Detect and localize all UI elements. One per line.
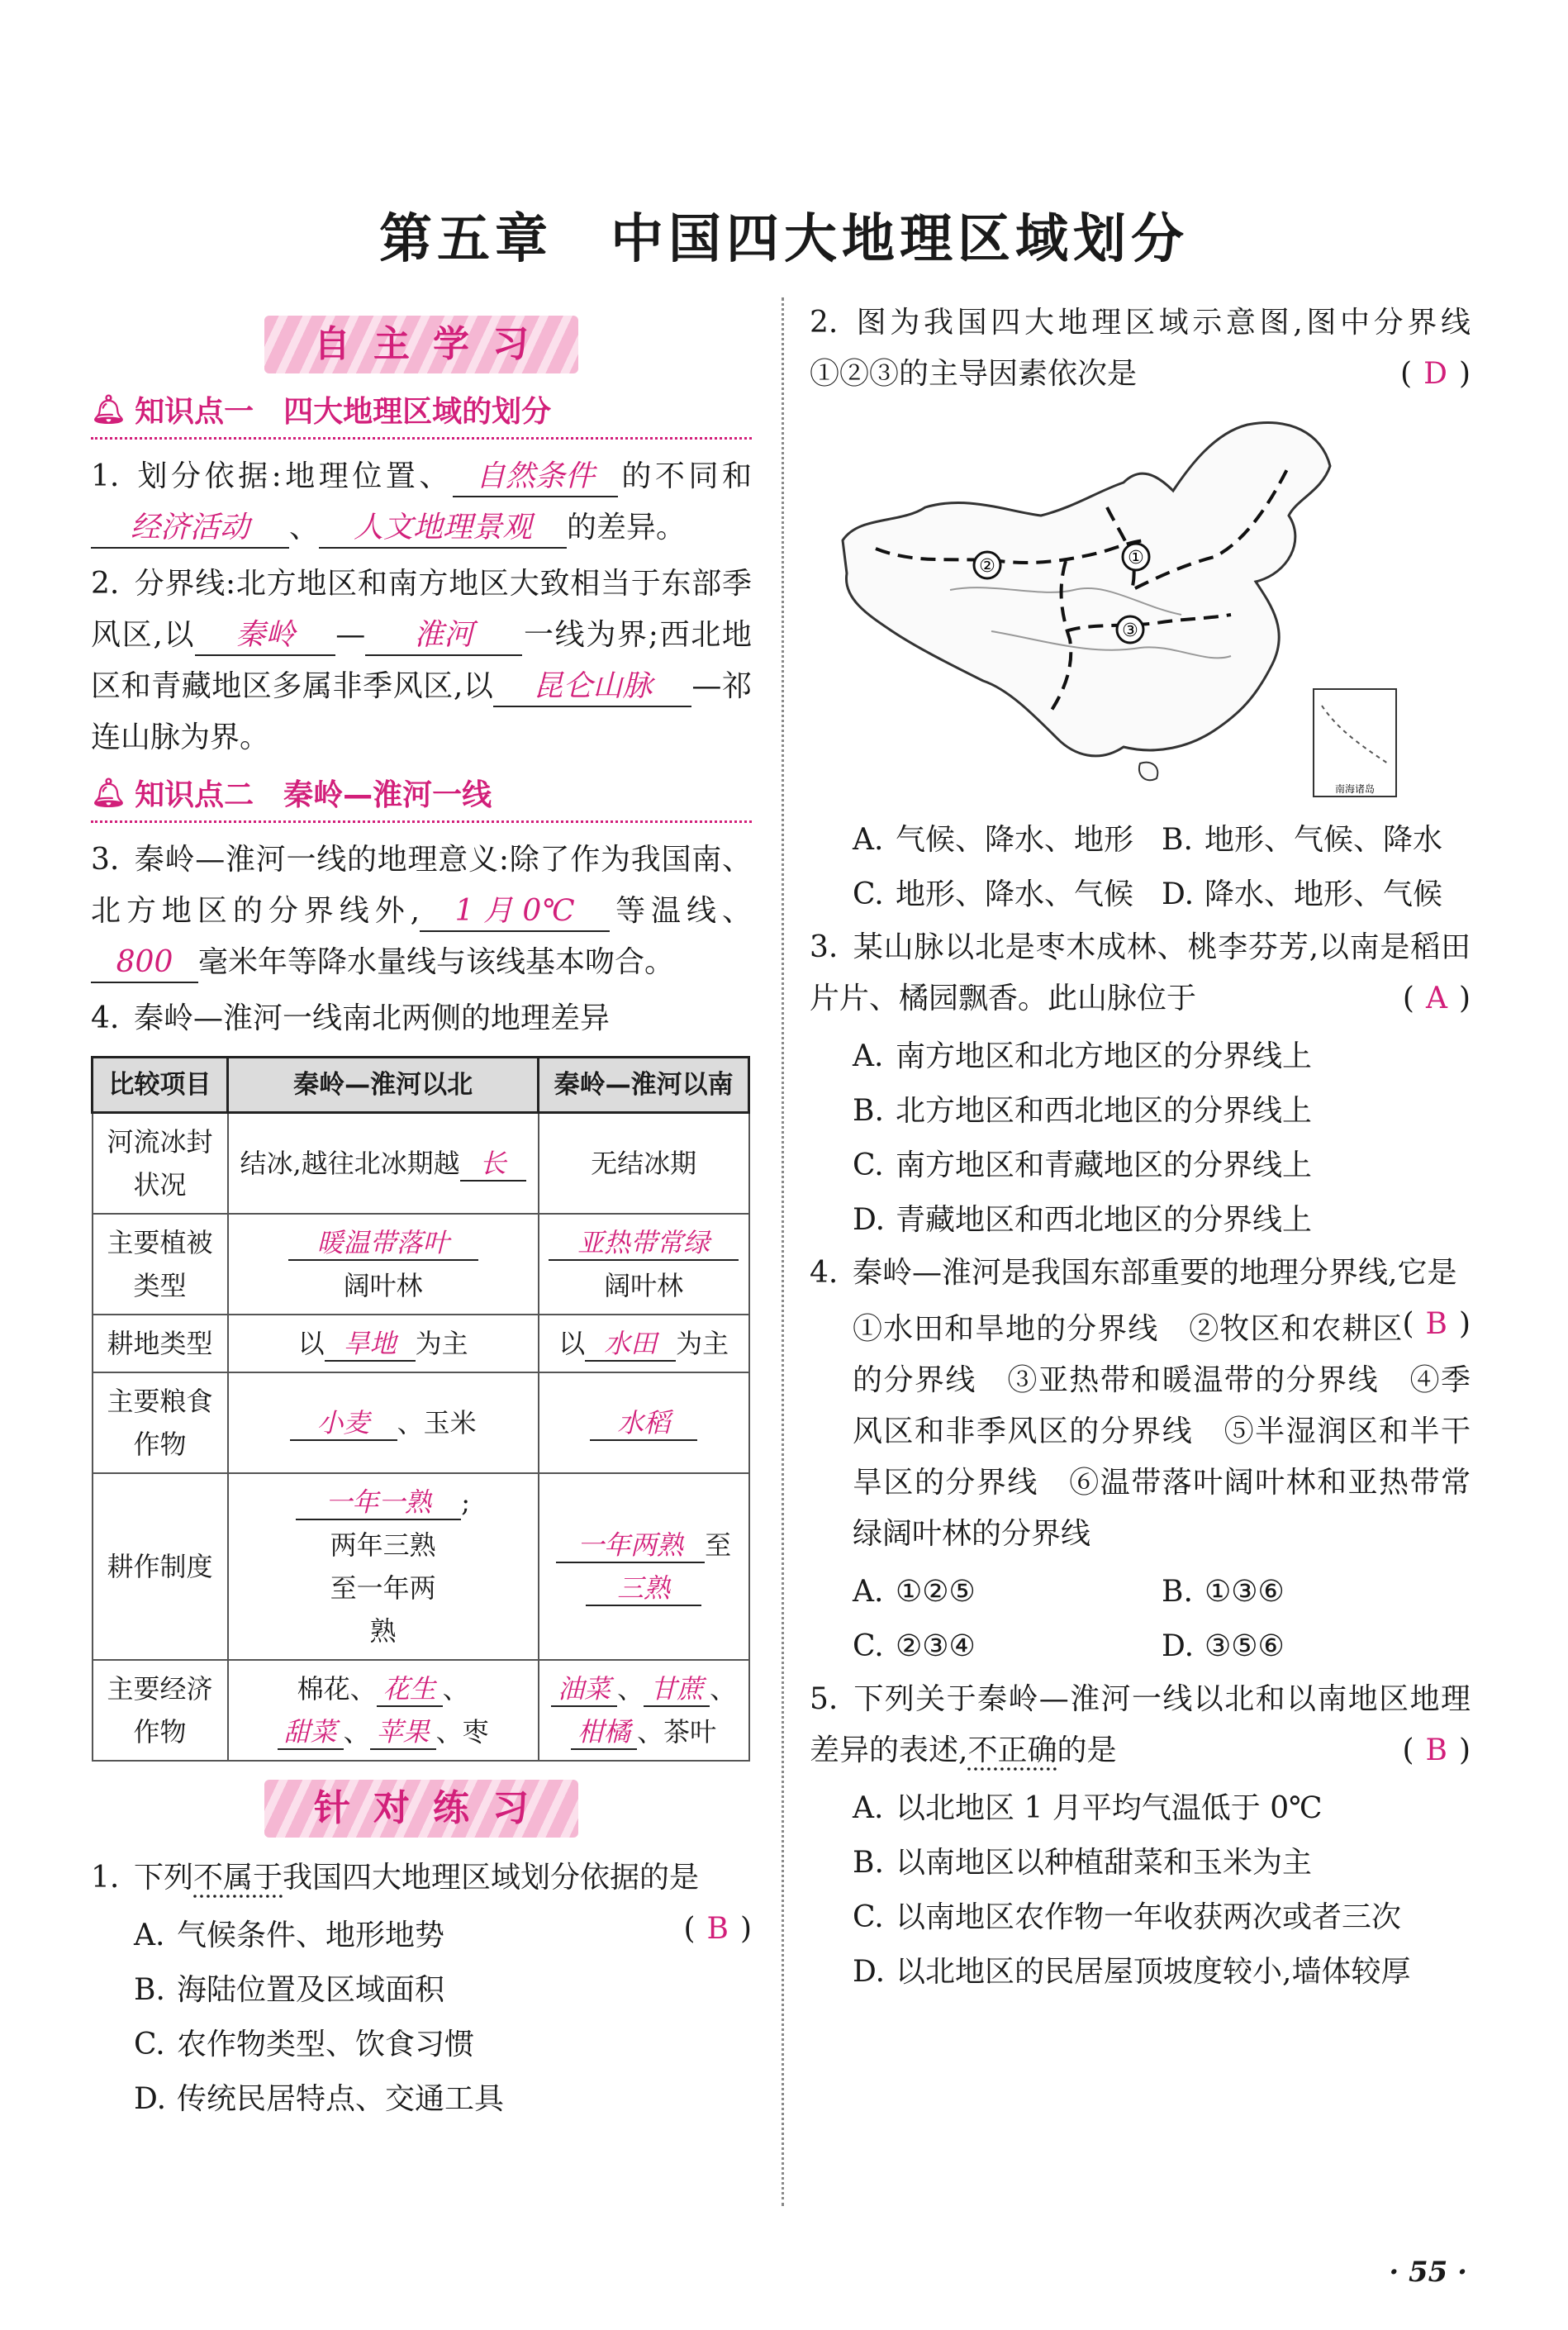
practice-question-2: 2. 图为我国四大地理区域示意图,图中分界线①②③的主导因素依次是 ( D ): [810, 297, 1471, 400]
question-3: 3. 秦岭—淮河一线的地理意义:除了作为我国南、北方地区的分界线外, 1 月 0℃ 等温线、800 毫米年等降水量线与该线基本吻合。: [91, 835, 752, 988]
answer-blank: 人文地理景观: [319, 509, 567, 549]
knowledge-point-2: [91, 772, 752, 823]
china-outline: [843, 422, 1330, 755]
knowledge-point-2-label: 知识点二 秦岭—淮河一线: [135, 778, 492, 812]
answer-blank: 自然条件: [453, 458, 618, 497]
options: [810, 1029, 1471, 1248]
table-row: 耕地类型 以 旱地 为主 以 水田 为主: [93, 1315, 749, 1372]
option: B. ①③⑥: [1162, 1575, 1285, 1609]
page-title: 第五章 中国四大地理区域划分: [379, 209, 1189, 270]
map-label-1: ①: [1128, 548, 1144, 568]
table-row: 耕作制度 一年一熟 ; 两年三熟至一年两熟 一年两熟 至 三熟: [93, 1473, 749, 1660]
option: B. 北方地区和西北地区的分界线上: [853, 1094, 1313, 1128]
answer-blank: 1 月 0℃: [420, 892, 610, 932]
practice-banner: 针对练习: [264, 1780, 578, 1838]
hainan-island: [1139, 763, 1157, 781]
table-header-row: [93, 1058, 749, 1113]
answer-blank: 经济活动: [91, 509, 289, 549]
option: A. 南方地区和北方地区的分界线上: [853, 1039, 1313, 1073]
self-study-banner: 自主学习: [264, 316, 578, 373]
answer-blank: 800: [91, 944, 198, 983]
question-4: 4. 秦岭—淮河一线南北两侧的地理差异: [91, 1001, 611, 1035]
knowledge-point-1: [91, 388, 752, 440]
option: A. 气候、降水、地形: [853, 823, 1134, 857]
knowledge-point-1-label: 知识点一 四大地理区域的划分: [135, 395, 552, 429]
map-label-2: ②: [979, 556, 995, 577]
table-row: 河流冰封状况 结冰,越往北冰期越 长 无结冰期: [93, 1113, 749, 1215]
practice-question-1: 1. 下列不属于我国四大地理区域划分依据的是 ( B ): [91, 1852, 752, 1904]
table-row: 主要经济作物 棉花、 花生 、 甜菜 、 苹果 、枣 油菜 、 甘蔗 、 柑橘 、茶叶: [93, 1660, 749, 1761]
map-svg: [826, 416, 1404, 805]
option: A. 气候条件、地形地势: [134, 1919, 445, 1952]
bell-icon: 🔔︎: [91, 776, 127, 810]
answer-blank: 秦岭: [195, 616, 335, 656]
inset-label: 南海诸岛: [1334, 783, 1376, 795]
right-column: [810, 297, 1471, 2000]
options: [810, 1565, 1471, 1674]
table-header: 秦岭—淮河以南: [539, 1058, 749, 1113]
question-1: 1. 划分依据:地理位置、 自然条件 的不同和经济活动 、 人文地理景观 的差异。: [91, 451, 752, 554]
answer-blank: 淮河: [365, 616, 522, 656]
table-header: 秦岭—淮河以北: [228, 1058, 539, 1113]
practice-question-4: 4. 秦岭—淮河是我国东部重要的地理分界线,它是 ( B ): [810, 1248, 1471, 1299]
table-row: 主要粮食作物 小麦 、玉米 水稻: [93, 1372, 749, 1473]
comparison-table: [91, 1056, 750, 1762]
question-2: 2. 分界线:北方地区和南方地区大致相当于东部季风区,以 秦岭 — 淮河 一线为界;西北地区和青藏地区多属非季风区,以 昆仑山脉 —祁连山脉为界。: [91, 567, 752, 754]
option: D. 传统民居特点、交通工具: [134, 2082, 505, 2116]
option: A. ①②⑤: [853, 1575, 976, 1609]
china-regions-map: [826, 416, 1404, 805]
option: C. 地形、降水、气候: [853, 877, 1134, 911]
option: C. 农作物类型、饮食习惯: [134, 2028, 475, 2061]
answer-bracket: ( D ): [1400, 357, 1471, 391]
answer-bracket: ( B ): [1402, 1307, 1471, 1341]
option: B. 以南地区以种植甜菜和玉米为主: [853, 1846, 1313, 1880]
statements: ①水田和旱地的分界线 ②牧区和农耕区的分界线 ③亚热带和暖温带的分界线 ④季风区和非季风区的分界线 ⑤半湿润区和半干旱区的分界线 ⑥温带落叶阔叶林和亚热带常绿阔叶林的分界线: [853, 1312, 1471, 1551]
option: C. 南方地区和青藏地区的分界线上: [853, 1148, 1313, 1182]
answer-bracket: ( B ): [683, 1912, 752, 1946]
options: [810, 813, 1471, 922]
answer-blank: 昆仑山脉: [493, 668, 691, 707]
option: D. 以北地区的民居屋顶坡度较小,墙体较厚: [853, 1955, 1411, 1989]
page-number: · 55 ·: [1389, 2256, 1467, 2289]
options: [91, 1909, 752, 2127]
option: D. 青藏地区和西北地区的分界线上: [853, 1203, 1313, 1237]
answer-bracket: ( A ): [1402, 982, 1471, 1015]
bell-icon: 🔔︎: [91, 392, 127, 426]
option: D. ③⑤⑥: [1162, 1629, 1285, 1663]
column-divider: [782, 297, 784, 2206]
option: B. 地形、气候、降水: [1162, 823, 1443, 857]
table-row: 主要植被类型 暖温带落叶 阔叶林 亚热带常绿 阔叶林: [93, 1214, 749, 1315]
south-china-sea-inset: [1314, 689, 1396, 796]
table-header: 比较项目: [93, 1058, 228, 1113]
practice-question-5: 5. 下列关于秦岭—淮河一线以北和以南地区地理差异的表述,不正确的是 ( B ): [810, 1674, 1471, 1776]
options: [810, 1781, 1471, 2000]
option: C. 以南地区农作物一年收获两次或者三次: [853, 1900, 1402, 1934]
map-label-3: ③: [1122, 621, 1138, 641]
option: A. 以北地区 1 月平均气温低于 0℃: [853, 1791, 1323, 1825]
left-column: [91, 297, 752, 2127]
answer-bracket: ( B ): [1402, 1733, 1471, 1767]
option: D. 降水、地形、气候: [1162, 877, 1443, 911]
practice-question-3: 3. 某山脉以北是枣木成林、桃李芬芳,以南是稻田片片、橘园飘香。此山脉位于 ( A ): [810, 922, 1471, 1025]
option: C. ②③④: [853, 1629, 976, 1663]
option: B. 海陆位置及区域面积: [134, 1973, 445, 2007]
